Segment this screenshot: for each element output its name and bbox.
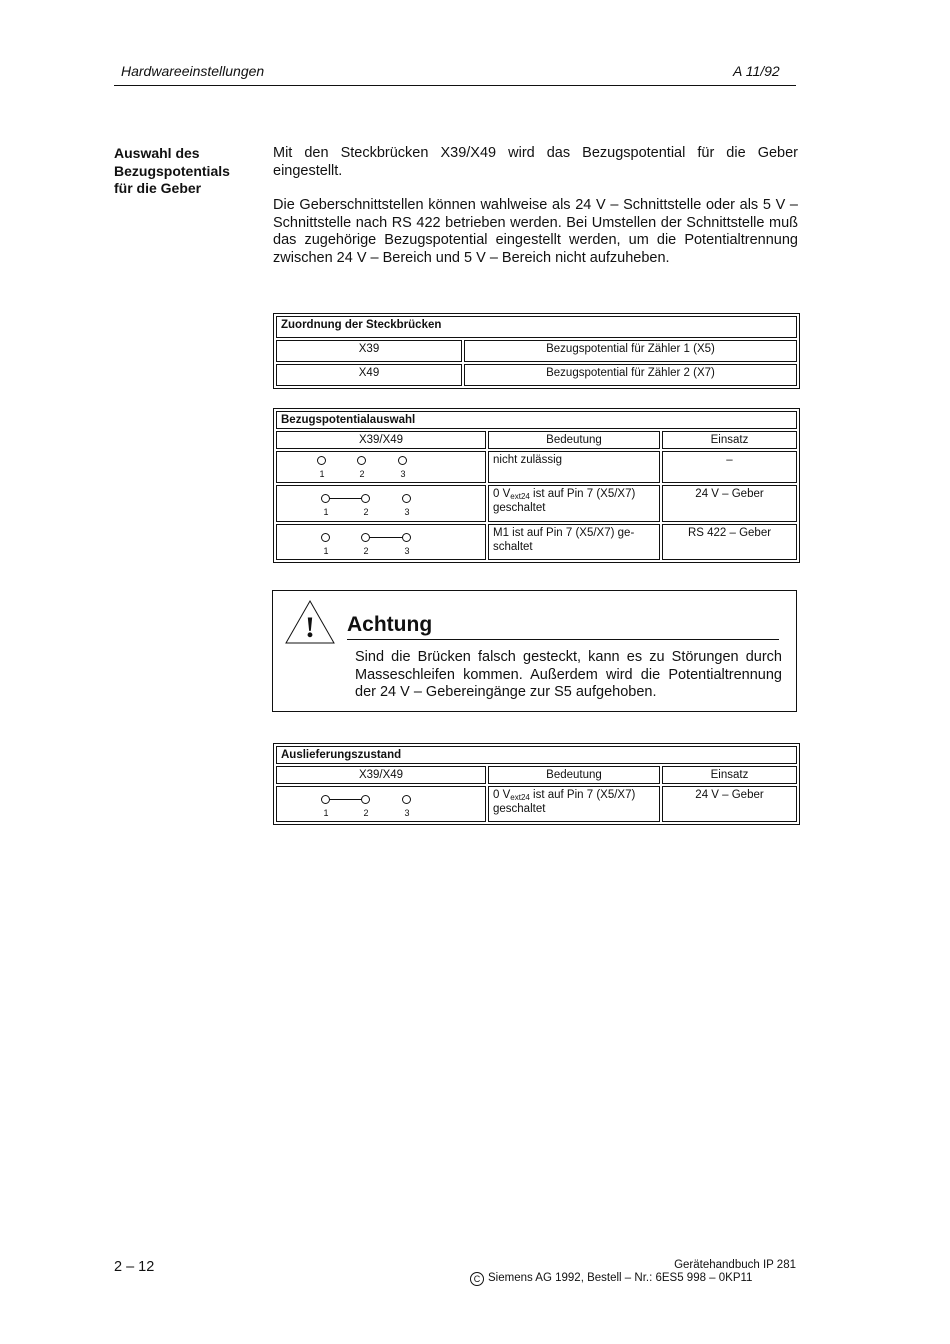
column-header-jumper: X39/X49 bbox=[276, 431, 486, 449]
jumper-diagram-cell bbox=[276, 524, 486, 560]
column-header-meaning: Bedeutung bbox=[488, 431, 660, 449]
header-edition: A 11/92 bbox=[733, 63, 780, 79]
pin-label: 3 bbox=[404, 546, 410, 556]
paragraph-2: Die Geberschnittstellen können wahlweise als 24 V – Schnittstelle oder als 5 V – Schnittstelle nach RS 422 betrieben werden. Bei Umstellen der Schnittstelle muß das zugehörige Bezugspotential eingestellt werden, um die Potentialtrennung zwischen 24 V – Bereich und 5 V – Bereich nicht aufzuheben. bbox=[273, 197, 798, 266]
pin-icon bbox=[361, 494, 370, 503]
pin-label: 2 bbox=[363, 546, 369, 556]
table-header-row bbox=[276, 766, 797, 784]
side-heading-line-3: für die Geber bbox=[114, 180, 202, 196]
jumper-assignment: Bezugspotential für Zähler 1 (X5) bbox=[464, 340, 797, 362]
meaning-cell bbox=[488, 485, 660, 522]
jumper-diagram-1-2 bbox=[321, 792, 441, 820]
table-row bbox=[276, 364, 797, 386]
table-header-row bbox=[276, 431, 797, 449]
pin-icon bbox=[317, 456, 326, 465]
jumper-diagram-cell bbox=[276, 786, 486, 822]
pin-icon bbox=[361, 533, 370, 542]
warning-text: Sind die Brücken falsch gesteckt, kann es zu Störungen durch Masseschleifen kommen. Außerdem wird die Potentialtrennung der 24 V – Gebereingänge zur S5 aufgehoben. bbox=[355, 649, 782, 700]
pin-icon bbox=[361, 795, 370, 804]
copyright-line bbox=[470, 1272, 800, 1286]
manual-title: Gerätehandbuch IP 281 bbox=[674, 1259, 796, 1271]
pin-label: 3 bbox=[404, 507, 410, 517]
paragraph-1: Mit den Steckbrücken X39/X49 wird das Bezugspotential für die Geber eingestellt. bbox=[273, 145, 798, 179]
pin-label: 1 bbox=[323, 546, 329, 556]
jumper-diagram-cell bbox=[276, 451, 486, 483]
meaning-suffix: ist auf Pin 7 (X5/X7) geschaltet bbox=[493, 488, 636, 514]
jumper-diagram-2-3 bbox=[321, 530, 441, 558]
side-heading bbox=[114, 145, 264, 198]
copyright-icon: C bbox=[470, 1272, 484, 1286]
potential-selection-table bbox=[273, 408, 800, 563]
pin-icon bbox=[402, 494, 411, 503]
pin-label: 2 bbox=[359, 469, 365, 479]
pin-label: 2 bbox=[363, 507, 369, 517]
interface-paragraph bbox=[273, 197, 798, 267]
pin-label: 3 bbox=[400, 469, 406, 479]
pin-label: 2 bbox=[363, 808, 369, 818]
assignment-table bbox=[273, 313, 800, 389]
pin-icon bbox=[321, 795, 330, 804]
header-rule bbox=[114, 85, 796, 86]
warning-title-rule bbox=[347, 639, 779, 640]
pin-label: 1 bbox=[323, 808, 329, 818]
meaning-cell bbox=[488, 786, 660, 822]
side-heading-line-2: Bezugspotentials bbox=[114, 162, 230, 179]
side-heading-line-1: Auswahl des bbox=[114, 145, 200, 161]
column-header-use: Einsatz bbox=[662, 766, 797, 784]
assignment-table-title: Zuordnung der Steckbrücken bbox=[276, 316, 797, 338]
pin-icon bbox=[357, 456, 366, 465]
warning-title: Achtung bbox=[347, 613, 433, 636]
pin-label: 1 bbox=[319, 469, 325, 479]
use-cell: – bbox=[662, 451, 797, 483]
intro-paragraph bbox=[273, 145, 798, 180]
meaning-suffix: ist auf Pin 7 (X5/X7) geschaltet bbox=[493, 789, 636, 815]
use-cell: 24 V – Geber bbox=[662, 786, 797, 822]
delivery-state-table bbox=[273, 743, 800, 825]
pin-icon bbox=[321, 533, 330, 542]
pin-icon bbox=[398, 456, 407, 465]
table-row bbox=[276, 451, 797, 483]
pin-label: 1 bbox=[323, 507, 329, 517]
header-section-title: Hardwareeinstellungen bbox=[121, 63, 265, 79]
delivery-state-title: Auslieferungszustand bbox=[276, 746, 797, 764]
meaning-cell: M1 ist auf Pin 7 (X5/X7) geschaltet bbox=[488, 524, 660, 560]
jumper-id: X39 bbox=[276, 340, 462, 362]
use-cell: 24 V – Geber bbox=[662, 485, 797, 522]
pin-icon bbox=[402, 795, 411, 804]
page-number: 2 – 12 bbox=[114, 1259, 155, 1275]
jumper-assignment: Bezugspotential für Zähler 2 (X7) bbox=[464, 364, 797, 386]
meaning-subscript: ext24 bbox=[510, 492, 530, 501]
table-row bbox=[276, 340, 797, 362]
pin-icon bbox=[402, 533, 411, 542]
jumper-diagram-1-2 bbox=[321, 491, 441, 519]
meaning-prefix: 0 V bbox=[493, 789, 511, 801]
copyright-text: Siemens AG 1992, Bestell – Nr.: 6ES5 998 – 0KP11 bbox=[488, 1272, 753, 1284]
warning-symbol: ! bbox=[305, 611, 315, 644]
bridge-line bbox=[329, 498, 362, 499]
column-header-use: Einsatz bbox=[662, 431, 797, 449]
meaning-cell: nicht zulässig bbox=[488, 451, 660, 483]
column-header-meaning: Bedeutung bbox=[488, 766, 660, 784]
table-row bbox=[276, 786, 797, 822]
pin-icon bbox=[321, 494, 330, 503]
bridge-line bbox=[369, 537, 403, 538]
pin-label: 3 bbox=[404, 808, 410, 818]
jumper-id: X49 bbox=[276, 364, 462, 386]
meaning-subscript: ext24 bbox=[510, 793, 530, 802]
potential-selection-title: Bezugspotentialauswahl bbox=[276, 411, 797, 429]
table-row bbox=[276, 485, 797, 522]
warning-box bbox=[272, 590, 797, 712]
use-cell: RS 422 – Geber bbox=[662, 524, 797, 560]
table-row bbox=[276, 524, 797, 560]
meaning-prefix: 0 V bbox=[493, 488, 511, 500]
jumper-diagram-cell bbox=[276, 485, 486, 522]
jumper-diagram-open bbox=[317, 453, 437, 481]
bridge-line bbox=[329, 799, 362, 800]
column-header-jumper: X39/X49 bbox=[276, 766, 486, 784]
warning-triangle-icon bbox=[284, 599, 336, 645]
